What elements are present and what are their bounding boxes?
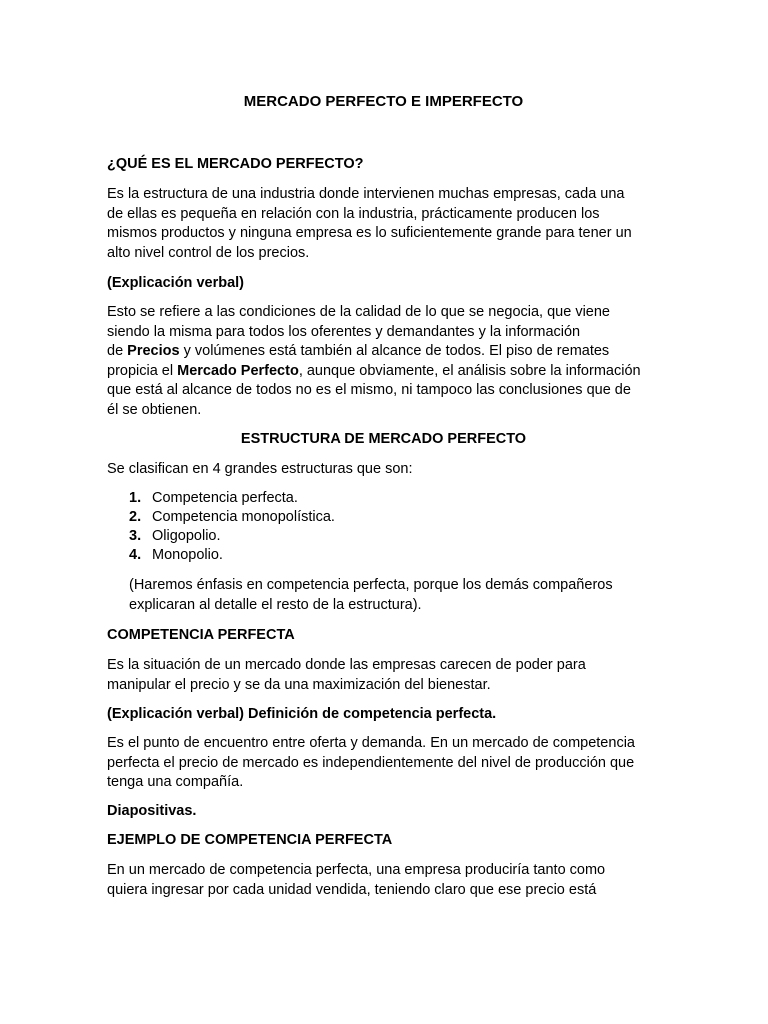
text-run: y volúmenes está también al alcance de todos. El piso de remates — [179, 343, 610, 359]
list-number: 4. — [129, 547, 142, 563]
note-paragraph — [129, 576, 649, 615]
section-heading-mercado-perfecto: ¿QUÉ ES EL MERCADO PERFECTO? — [107, 156, 364, 172]
paragraph-line: quiera ingresar por cada unidad vendida, teniendo claro que ese precio está — [107, 881, 597, 898]
list-item — [129, 527, 221, 547]
paragraph-definition — [107, 185, 660, 263]
list-text: Competencia monopolística. — [152, 509, 335, 525]
list-text: Monopolio. — [152, 547, 223, 563]
paragraph-condiciones — [107, 303, 660, 420]
estructura-intro: Se clasifican en 4 grandes estructuras que son: — [107, 461, 413, 477]
document-title: MERCADO PERFECTO E IMPERFECTO — [243, 93, 524, 110]
paragraph-line: Es la estructura de una industria donde intervienen muchas empresas, cada una — [107, 186, 625, 202]
paragraph-line: En un mercado de competencia perfecta, una empresa produciría tanto como — [107, 862, 606, 878]
paragraph-line: mismos productos y ninguna empresa es lo suficientemente grande para tener un — [107, 225, 632, 241]
text-run: de — [107, 343, 128, 359]
paragraph-line — [107, 362, 660, 382]
paragraph-line: manipular el precio y se da una maximización del bienestar. — [107, 676, 491, 693]
explicacion-verbal-label: (Explicación verbal) — [107, 275, 244, 291]
paragraph-line: Es el punto de encuentro entre oferta y demanda. En un mercado de competencia — [107, 735, 635, 751]
ejemplo-heading: EJEMPLO DE COMPETENCIA PERFECTA — [107, 832, 393, 848]
list-number: 3. — [129, 528, 142, 544]
list-item — [129, 546, 223, 566]
estructura-heading: ESTRUCTURA DE MERCADO PERFECTO — [240, 431, 527, 447]
paragraph-line: (Haremos énfasis en competencia perfecta, porque los demás compañeros — [129, 577, 613, 593]
text-run: propicia el — [107, 362, 178, 379]
paragraph-ejemplo — [107, 861, 660, 900]
paragraph-line: él se obtienen. — [107, 401, 202, 418]
paragraph-line — [107, 342, 660, 362]
bold-term-mercado-perfecto: Mercado Perfecto — [177, 362, 299, 379]
paragraph-line: alto nivel control de los precios. — [107, 244, 310, 261]
paragraph-line: perfecta el precio de mercado es independientemente del nivel de producción que — [107, 754, 635, 771]
paragraph-line: siendo la misma para todos los oferentes y demandantes y la información — [107, 323, 581, 340]
paragraph-competencia — [107, 656, 660, 695]
text-run: , aunque obviamente, el análisis sobre la información — [298, 362, 641, 379]
bold-term-precios: Precios — [127, 343, 180, 359]
list-number: 2. — [129, 509, 142, 525]
list-text: Competencia perfecta. — [152, 490, 298, 506]
list-number: 1. — [129, 490, 142, 506]
paragraph-line: tenga una compañía. — [107, 774, 244, 790]
paragraph-line: Es la situación de un mercado donde las empresas carecen de poder para — [107, 657, 586, 673]
diapositivas-label: Diapositivas. — [107, 803, 197, 819]
paragraph-line: explicaran al detalle el resto de la estructura). — [129, 596, 422, 613]
definicion-heading: (Explicación verbal) Definición de competencia perfecta. — [107, 706, 497, 722]
list-text: Oligopolio. — [152, 528, 221, 544]
list-item — [129, 508, 335, 528]
paragraph-line: Esto se refiere a las condiciones de la calidad de lo que se negocia, que viene — [107, 304, 610, 320]
paragraph-definicion — [107, 734, 660, 793]
competencia-heading: COMPETENCIA PERFECTA — [107, 627, 295, 643]
paragraph-line: de ellas es pequeña en relación con la industria, prácticamente producen los — [107, 205, 600, 222]
paragraph-line: que está al alcance de todos no es el mismo, ni tampoco las conclusiones que de — [107, 382, 631, 398]
list-item — [129, 489, 298, 509]
